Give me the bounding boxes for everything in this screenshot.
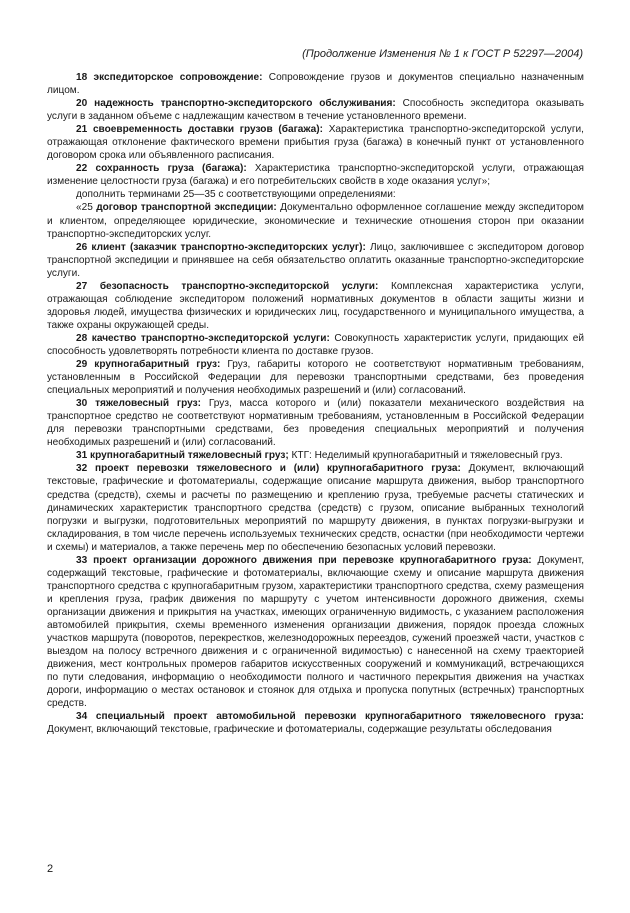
paragraph-33: [47, 554, 584, 711]
term-number: 34: [76, 711, 88, 723]
paragraph-amendment-note: [47, 188, 584, 201]
term-number: 31: [76, 450, 88, 462]
paragraph-28: [47, 332, 584, 358]
term-title: сохранность груза (багажа):: [95, 163, 247, 175]
term-number: 32: [76, 463, 88, 475]
term-definition: Лицо, заключившее с экспедитором договор транспортной экспедиции и принявшее на себя обязательство оплатить оказанные транспортно-экспедиторские услуги.: [47, 241, 585, 279]
paragraph-30: [47, 397, 584, 449]
term-definition: Совокупность характеристик услуги, придающих ей способность удовлетворять потребности клиента по доставке грузов.: [47, 332, 584, 357]
term-title: проект перевозки тяжеловесного и (или) крупногабаритного груза:: [95, 463, 461, 475]
term-title: своевременность доставки грузов (багажа):: [92, 124, 323, 136]
term-definition: Груз, масса которого и (или) показатели механического воздействия на транспортное средство не соответствуют нормативным требованиям, установленным в Российской Федерации для перевозки транспортными средствами, без проведения специальных мероприятий и получения необходимых разрешений и (или) согласований.: [47, 398, 585, 449]
term-definition: Способность экспедитора оказывать услуги в заданном объеме с надлежащим качеством в течение установленного времени.: [47, 98, 584, 123]
paragraph-22: [47, 162, 584, 188]
term-title: тяжеловесный груз:: [95, 398, 202, 410]
paragraph-34: [47, 710, 584, 736]
term-title: надежность транспортно-экспедиторского обслуживания:: [94, 98, 396, 110]
term-title: специальный проект автомобильной перевозки крупногабаритного тяжеловесного груза:: [95, 711, 584, 723]
term-definition: Сопровождение грузов и документов специально назначенным лицом.: [47, 72, 584, 97]
term-definition: Документ, включающий текстовые, графические и фотоматериалы, содержащие результаты обследования: [47, 724, 552, 736]
term-title: крупногабаритный груз:: [94, 359, 221, 371]
page-number: 2: [47, 863, 54, 875]
term-definition: Характеристика транспортно-экспедиторской услуги, отражающая отклонение фактического времени прибытия груза (багажа) в конечный пункт от установленного договором срока или объявленного расписания.: [47, 124, 584, 162]
term-number: 22: [76, 163, 88, 175]
term-definition: КТГ: Неделимый крупногабаритный и тяжеловесный груз.: [288, 450, 563, 462]
term-number: 26: [76, 241, 88, 253]
term-title: клиент (заказчик транспортно-экспедиторских услуг):: [91, 241, 366, 253]
paragraph-21: [47, 123, 584, 162]
running-header: (Продолжение Изменения № 1 к ГОСТ Р 52297—2004): [302, 48, 583, 60]
term-number: 28: [76, 332, 88, 344]
term-definition: Документ, включающий текстовые, графические и фотоматериалы, содержащие описание маршрута движения, выбор транспортного средства (средств), схемы и расчеты по размещению и креплению груза, требуемые расчеты статических и динамических характеристик транспортного средства (средств) с грузом, описание выбранных технологий погрузки и выгрузки, подготовительных мероприятий по маршруту движения, в пунктах погрузки-выгрузки и складирования, в том числе перечень используемых технических средств, оснастки (при необходимости чертежи и схемы) и материалов, а также перечень мер по обеспечению безопасных условий перевозки.: [47, 463, 584, 553]
document-body: [47, 71, 584, 736]
term-title: договор транспортной экспедиции:: [96, 202, 277, 214]
paragraph-18: [47, 71, 584, 97]
term-number: 27: [76, 280, 88, 292]
term-title: качество транспортно-экспедиторской услуги:: [91, 332, 330, 344]
term-number: 21: [76, 124, 88, 136]
term-number: 18: [76, 72, 88, 83]
paragraph-25: [47, 201, 584, 240]
paragraph-29: [47, 358, 584, 397]
term-title: крупногабаритный тяжеловесный груз;: [90, 450, 289, 462]
term-definition: Груз, габариты которого не соответствуют нормативным требованиям, установленным в Российской Федерации для перевозки транспортными средствами, без проведения специальных мероприятий и получения необходимых разрешений и (или) согласований.: [47, 359, 584, 397]
paragraph-20: [47, 97, 584, 123]
term-title: экспедиторское сопровождение:: [93, 72, 263, 83]
paragraph-26: [47, 241, 584, 280]
paragraph-32: [47, 462, 584, 553]
term-number: «25: [76, 202, 93, 214]
amendment-text: дополнить терминами 25—35 с соответствующими определениями:: [76, 189, 396, 201]
term-definition: Документально оформленное соглашение между экспедитором и клиентом, определяющее юридические, экономические и технические отношения сторон при оказании транспортно-экспедиторских услуг.: [47, 202, 584, 240]
term-definition: Комплексная характеристика услуги, отражающая соблюдение экспедитором положений нормативных документов в области защиты жизни и здоровья людей, имущества физических и юридических лиц, государственного и муниципального имущества, а также охраны окружающей среды.: [47, 280, 585, 331]
term-number: 33: [76, 554, 88, 566]
term-definition: Документ, содержащий текстовые, графические и фотоматериалы, включающие схему и описание маршрута движения транспортного средства с крупногабаритным грузом, характеристики транспортного средства, схему размещения и крепления груза, график движения по маршруту с учетом интенсивности дорожного движения, схемы организации движения и прикрытия на участках, имеющих ограниченную видимость, с указанием расположения автомобилей прикрытия, схемы временного изменения организации движения, порядок проезда сложных участков маршрута (поворотов, перекрестков, железнодорожных переездов, сужений проезжей части, участков с выездом на полосу встречного движения и с ограниченной видимостью) с нанесенной на схему траекторией движения, мест контрольных промеров габаритов искусственных сооружений и коммуникаций, встречающихся по пути следования, информацию о необходимости полного и частичного перекрытия движения на участках дороги, информацию о местах остановок и стоянок для отдыха и пропуска попутных (встречных) транспортных средств.: [47, 554, 584, 710]
paragraph-31: [47, 449, 584, 462]
term-title: проект организации дорожного движения при перевозке крупногабаритного груза:: [93, 554, 532, 566]
term-number: 30: [76, 398, 88, 410]
term-title: безопасность транспортно-экспедиторской услуги:: [99, 280, 379, 292]
term-number: 29: [76, 359, 88, 371]
term-number: 20: [76, 98, 88, 110]
term-definition: Характеристика транспортно-экспедиторской услуги, отражающая изменение целостности груза (багажа) и его потребительских свойств в ходе оказания услуг»;: [47, 163, 584, 188]
paragraph-27: [47, 280, 584, 332]
